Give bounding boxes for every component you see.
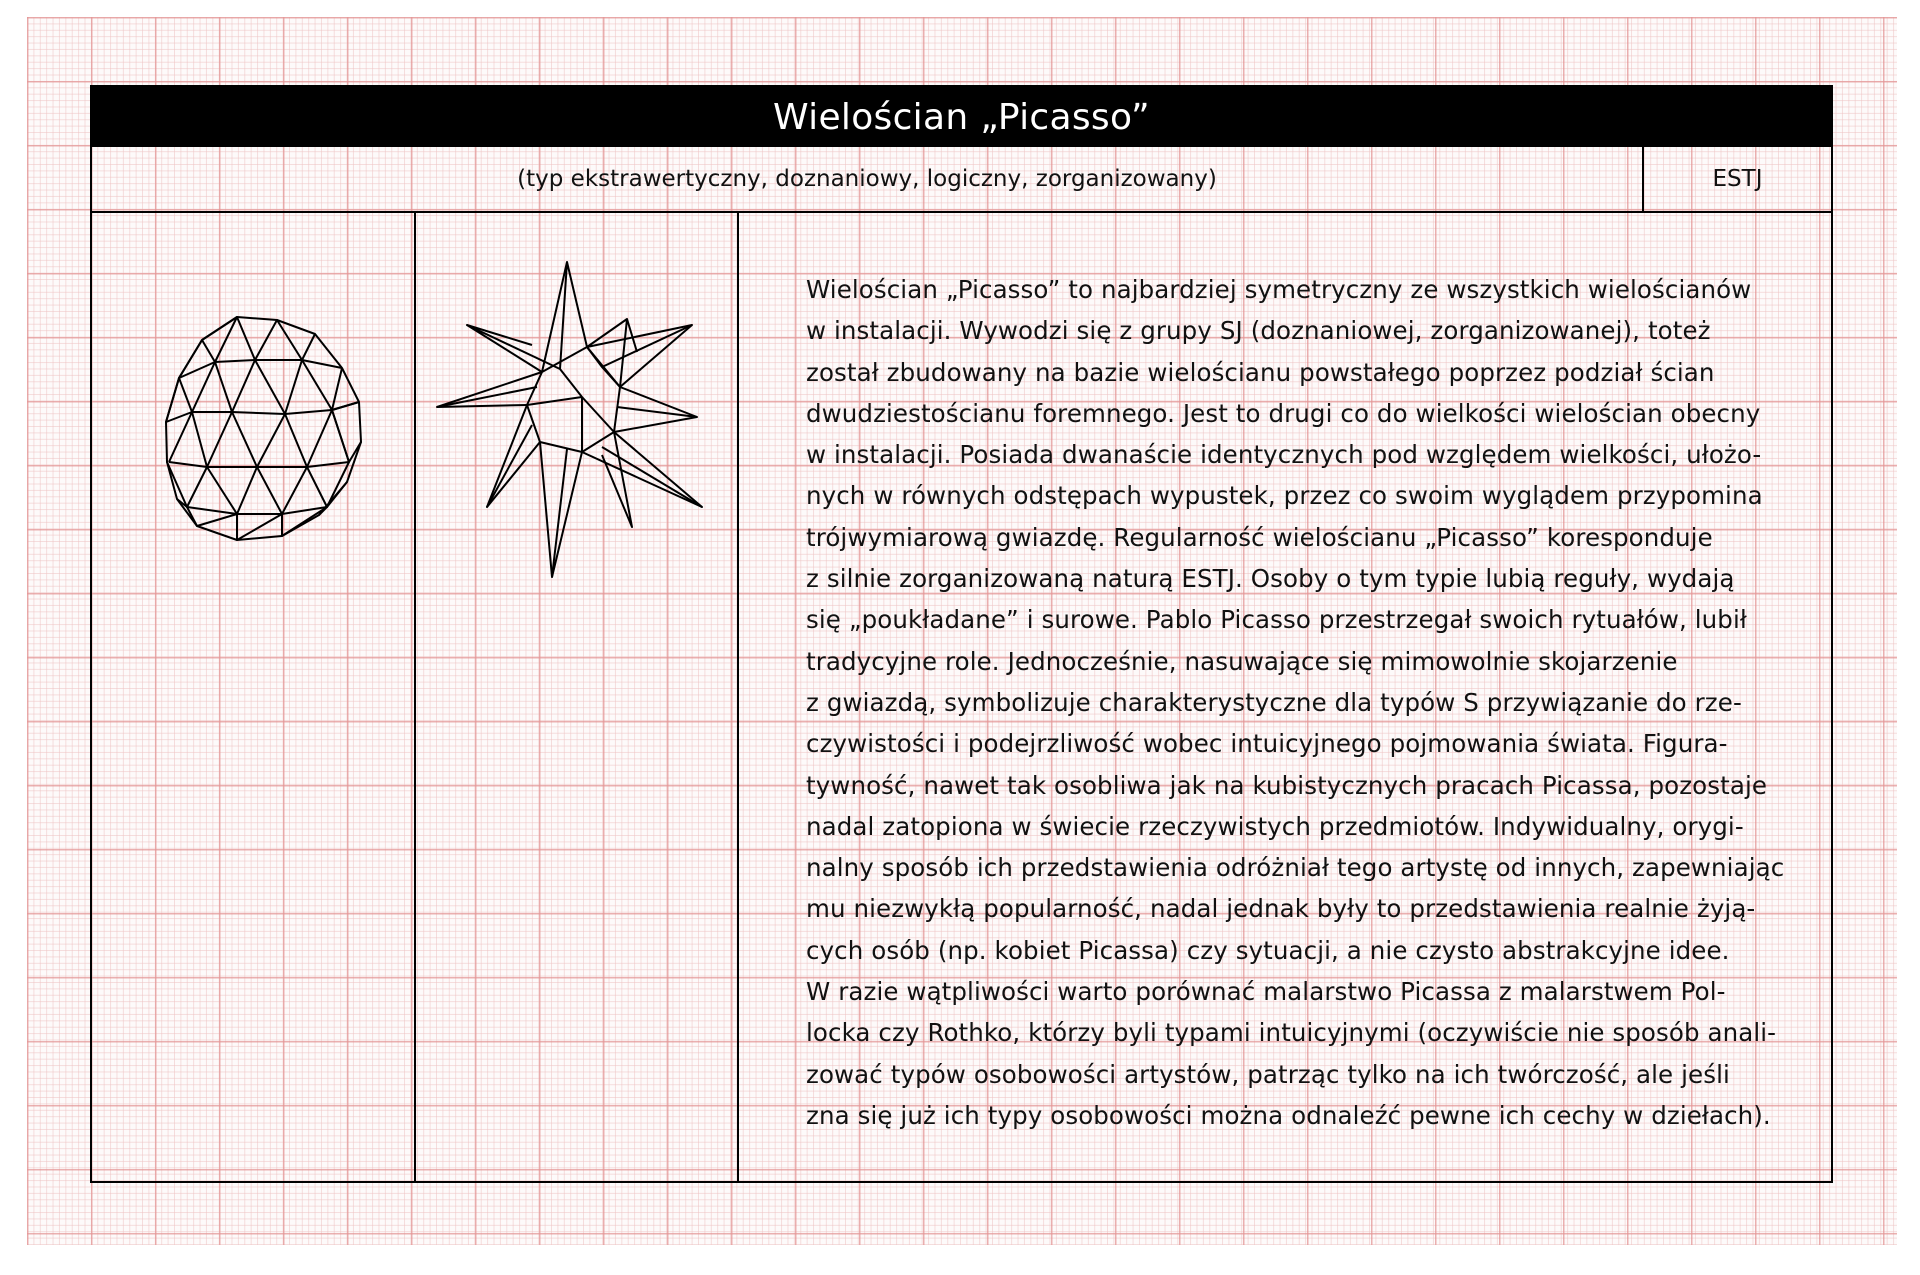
card-title: Wielościan „Picasso”	[92, 87, 1831, 147]
geodesic-polyhedron-icon	[137, 302, 427, 552]
type-code-cell: ESTJ	[1642, 147, 1831, 211]
geodesic-polyhedron-figure	[137, 302, 427, 552]
personality-type-description: (typ ekstrawertyczny, doznaniowy, logiczny, zorganizowany)	[517, 166, 1217, 192]
star-polyhedron-figure	[432, 257, 762, 587]
description-text: Wielościan „Picasso” to najbardziej symetryczny ze wszystkich wielościanów w instalacji. Wywodzi się z grupy SJ (doznaniowej, zorganizowanej), toteż został zbudowany na bazie wielościanu powstałego poprzez podział ścian dwudziestościanu foremnego. Jest to drugi co do wielkości wielościan obecny w instalacji. Posiada dwanaście identycznych pod względem wielkości, ułożo- nych w równych odstępach wypustek, przez co swoim wyglądem przypomina trójwymiarową gwiazdę. Regularność wielościanu „Picasso” koresponduje z silnie zorganizowaną naturą ESTJ. Osoby o tym typie lubią reguły, wydają się „poukładane” i surowe. Pablo Picasso przestrzegał swoich rytuałów, lubił tradycyjne role. Jednocześnie, nasuwające się mimowolnie skojarzenie z gwiazdą, symbolizuje charakterystyczne dla typów S przywiązanie do rze- czywistości i podejrzliwość wobec intuicyjnego pojmowania świata. Figura- tywność, nawet tak osobliwa jak na kubistycznych pracach Picassa, pozostaje nadal zatopiona w świecie rzeczywistych przedmiotów. Indywidualny, orygi- nalny sposób ich przedstawienia odróżniał tego artystę od innych, zapewniając mu niezwykłą popularność, nadal jednak były to przedstawienia realnie żyją- cych osób (np. kobiet Picassa) czy sytuacji, a nie czysto abstrakcyjne idee. W razie wątpliwości warto porównać malarstwo Picassa z malarstwem Pol- locka czy Rothko, którzy byli typami intuicyjnymi (oczywiście nie sposób anali- zować typów osobowości artystów, patrząc tylko na ich twórczość, ale jeśli zna się już ich typy osobowości można odnaleźć pewne ich cechy w dziełach).	[806, 275, 1785, 1130]
subtitle-row	[92, 147, 1831, 213]
star-polyhedron-icon	[432, 257, 762, 587]
polyhedron-card	[90, 85, 1833, 1183]
